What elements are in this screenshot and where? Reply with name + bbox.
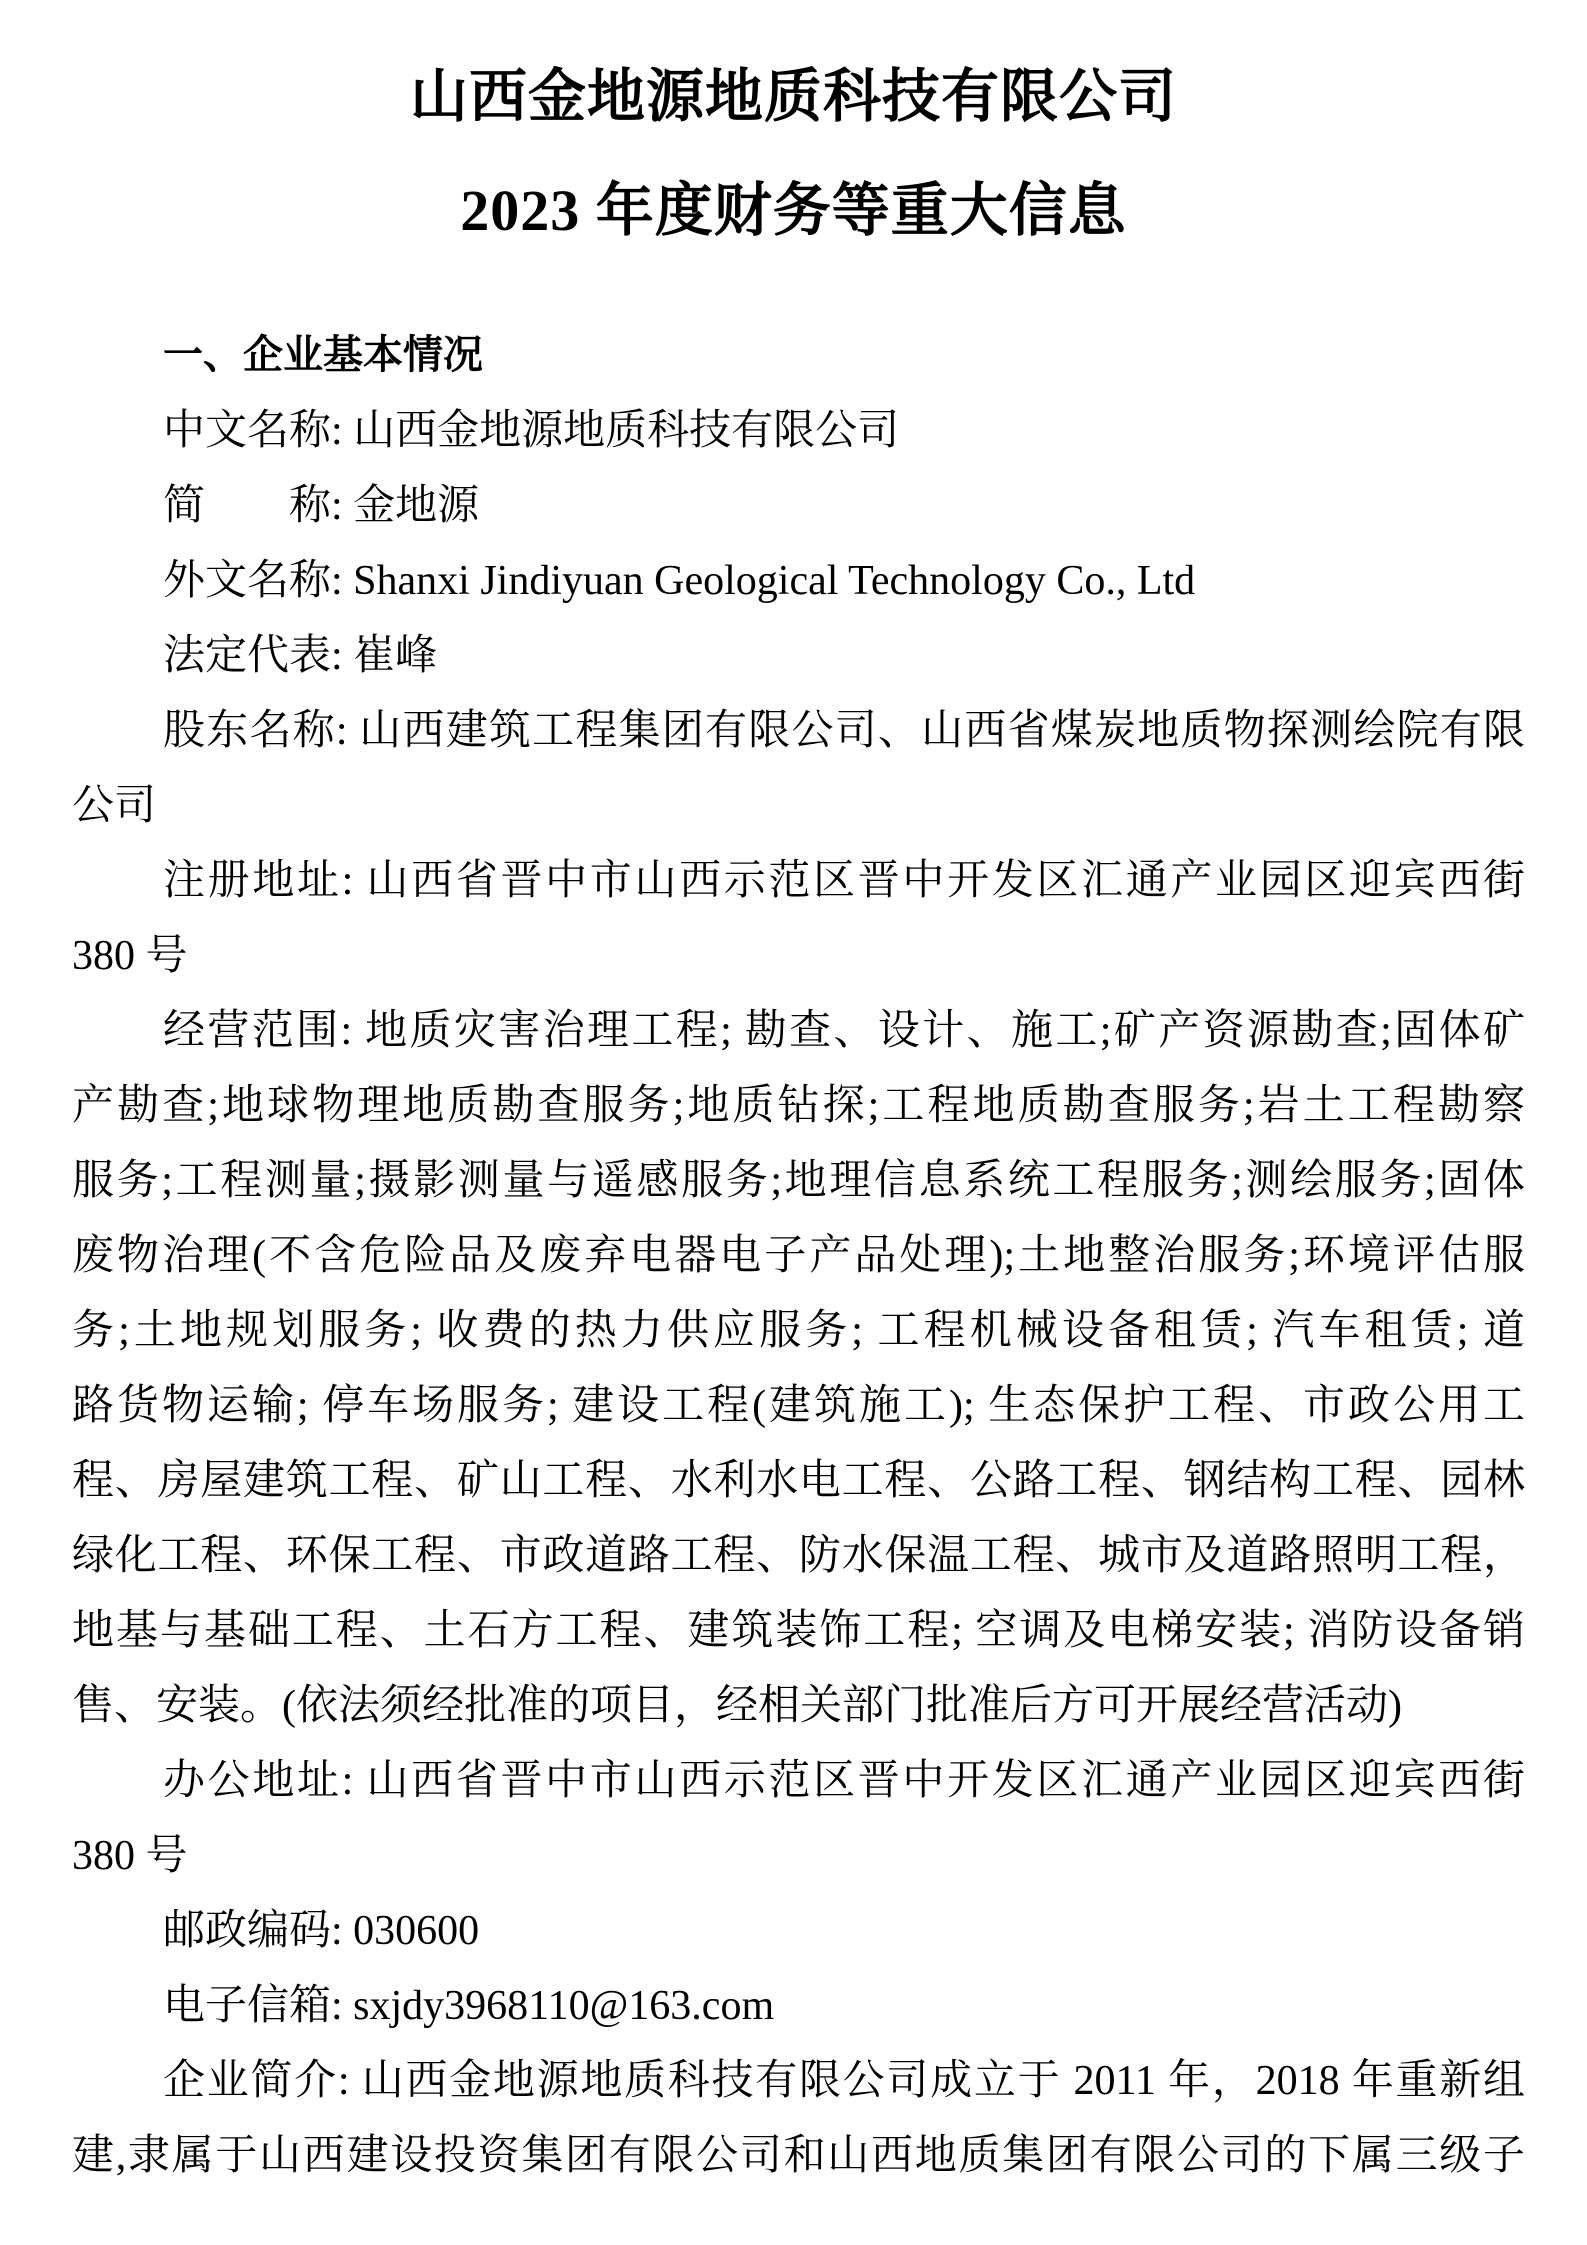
body-line-reg-address-1: 注册地址: 山西省晋中市山西示范区晋中开发区汇通产业园区迎宾西街 [163,858,1525,904]
body-line-shareholders-2: 公司 [72,783,157,829]
body-line-business-scope-7: 程、房屋建筑工程、矿山工程、水利水电工程、公路工程、钢结构工程、园林 [72,1458,1525,1504]
body-line-office-address-1: 办公地址: 山西省晋中市山西示范区晋中开发区汇通产业园区迎宾西街 [163,1758,1525,1804]
body-line-business-scope-8: 绿化工程、环保工程、市政道路工程、防水保温工程、城市及道路照明工程， [72,1533,1525,1579]
body-line-business-scope-5: 务;土地规划服务; 收费的热力供应服务; 工程机械设备租赁; 汽车租赁; 道 [72,1308,1525,1354]
body-line-email: 电子信箱: sxjdy3968110@163.com [163,1983,775,2029]
body-line-business-scope-1: 经营范围: 地质灾害治理工程; 勘查、设计、施工;矿产资源勘查;固体矿 [163,1008,1525,1054]
document-body [72,394,1525,2194]
section-heading: 一、企业基本情况 [163,333,483,377]
body-line-legal-rep: 法定代表: 崔峰 [163,633,438,679]
body-line-profile-1: 企业简介: 山西金地源地质科技有限公司成立于 2011 年，2018 年重新组 [163,2058,1525,2104]
body-line-postal-code: 邮政编码: 030600 [163,1908,480,1954]
body-line-english-name: 外文名称: Shanxi Jindiyuan Geological Technology Co., Ltd [163,558,1196,604]
body-line-office-address-2: 380 号 [72,1833,188,1879]
body-line-short-name: 简 称: 金地源 [163,483,480,529]
body-line-business-scope-10: 售、安装。(依法须经批准的项目，经相关部门批准后方可开展经营活动) [72,1683,1402,1729]
document-title-line2: 2023 年度财务等重大信息 [460,178,1127,243]
document-title-line1: 山西金地源地质科技有限公司 [409,64,1177,129]
body-line-chinese-name: 中文名称: 山西金地源地质科技有限公司 [163,408,900,454]
body-line-business-scope-4: 废物治理(不含危险品及废弃电器电子产品处理);土地整治服务;环境评估服 [72,1233,1525,1279]
body-line-business-scope-2: 产勘查;地球物理地质勘查服务;地质钻探;工程地质勘查服务;岩土工程勘察 [72,1083,1525,1129]
body-line-business-scope-9: 地基与基础工程、土石方工程、建筑装饰工程; 空调及电梯安装; 消防设备销 [72,1608,1525,1654]
body-line-shareholders-1: 股东名称: 山西建筑工程集团有限公司、山西省煤炭地质物探测绘院有限 [163,708,1525,754]
body-line-reg-address-2: 380 号 [72,933,188,979]
body-line-business-scope-6: 路货物运输; 停车场服务; 建设工程(建筑施工); 生态保护工程、市政公用工 [72,1383,1525,1429]
body-line-profile-2: 建,隶属于山西建设投资集团有限公司和山西地质集团有限公司的下属三级子 [72,2133,1525,2179]
body-line-business-scope-3: 服务;工程测量;摄影测量与遥感服务;地理信息系统工程服务;测绘服务;固体 [72,1158,1525,1204]
